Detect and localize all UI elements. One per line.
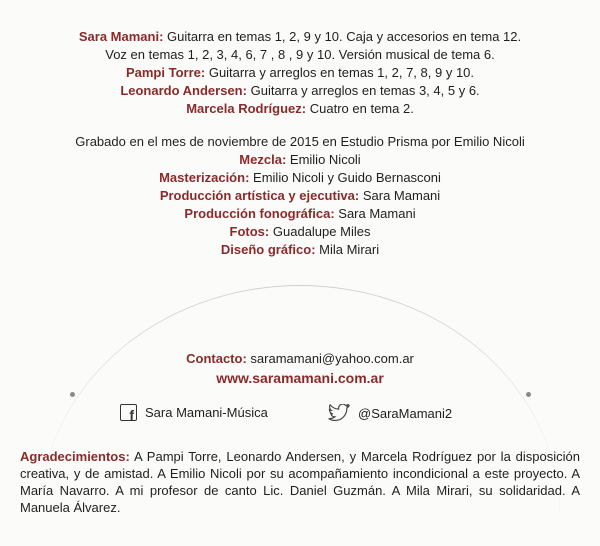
- recording-value: Mila Mirari: [319, 242, 380, 257]
- recording-label: Masterización: [159, 170, 246, 185]
- recording-item: Masterización: Emilio Nicoli y Guido Bernasconi: [159, 170, 441, 185]
- credit-role: Cuatro en tema 2.: [309, 101, 414, 116]
- recording-value: Guadalupe Miles: [272, 224, 371, 239]
- contact-email[interactable]: saramamani@yahoo.com.ar: [250, 351, 414, 366]
- recording-value: Sara Mamani: [362, 188, 441, 203]
- hole-dot: [526, 392, 531, 397]
- contact-line: [0, 350, 600, 368]
- credit-name: Pampi Torre: [125, 65, 201, 80]
- contact-label: Contacto:: [186, 351, 247, 366]
- credit-name: Marcela Rodríguez: [186, 101, 302, 116]
- recording-label: Producción artística y ejecutiva: [159, 188, 355, 203]
- credit-role: Voz en temas 1, 2, 3, 4, 6, 7 , 8 , 9 y 10. Versión musical de tema 6.: [105, 47, 495, 62]
- thanks-paragraph: [20, 448, 580, 516]
- credit-role: Guitarra en temas 1, 2, 9 y 10. Caja y accesorios en tema 12.: [167, 29, 522, 44]
- recording-value: Emilio Nicoli y Guido Bernasconi: [253, 170, 441, 185]
- website-line: [0, 369, 600, 387]
- recording-label: Mezcla: [239, 152, 282, 167]
- recording-item: Fotos: Guadalupe Miles: [229, 224, 371, 239]
- twitter-text: @SaraMamani2: [358, 405, 453, 421]
- credit-role: Guitarra y arreglos en temas 3, 4, 5 y 6.: [250, 83, 480, 98]
- twitter-icon: [328, 404, 350, 422]
- credit-line-1: Sara Mamani: Guitarra en temas 1, 2, 9 y 10. Caja y accesorios en tema 12.: [78, 29, 522, 44]
- recording-item: Mezcla: Emilio Nicoli: [239, 152, 361, 167]
- hole-dot: [70, 392, 75, 397]
- thanks-text: A Pampi Torre, Leonardo Andersen, y Marcela Rodríguez por la disposición creativa, y de amistad. A Emilio Nicoli por su acompañamiento incondicional a este proyecto. A María Navarro. A mi profesor de canto Lic. Daniel Guzmán. A Mila Mirari, su solidaridad. A Manuela Álvarez.: [20, 449, 580, 515]
- recording-line: Grabado en el mes de noviembre de 2015 en Estudio Prisma por Emilio Nicoli: [75, 134, 525, 149]
- recording-value: Sara Mamani: [338, 206, 416, 221]
- credit-name: Leonardo Andersen: [120, 83, 243, 98]
- credit-line-4: Leonardo Andersen: Guitarra y arreglos en temas 3, 4, 5 y 6.: [120, 83, 480, 98]
- recording-label: Producción fonográfica: [184, 206, 331, 221]
- website-link[interactable]: www.saramamani.com.ar: [216, 370, 384, 386]
- credit-line-3: Pampi Torre: Guitarra y arreglos en temas 1, 2, 7, 8, 9 y 10.: [125, 65, 475, 80]
- recording-item: Producción artística y ejecutiva: Sara Mamani: [159, 188, 441, 203]
- credit-name: Sara Mamani: [78, 29, 160, 44]
- twitter-link[interactable]: [328, 404, 452, 422]
- thanks-label: Agradecimientos:: [20, 449, 130, 464]
- recording-item: Producción fonográfica: Sara Mamani: [184, 206, 416, 221]
- credit-line-5: Marcela Rodríguez: Cuatro en tema 2.: [186, 101, 414, 116]
- recording-label: Diseño gráfico: [220, 242, 312, 257]
- recording-item: Diseño gráfico: Mila Mirari: [220, 242, 380, 257]
- credit-line-2: [0, 46, 600, 64]
- credit-role: Guitarra y arreglos en temas 1, 2, 7, 8, 9 y 10.: [208, 65, 475, 80]
- facebook-text: Sara Mamani-Música: [145, 405, 268, 420]
- recording-value: Emilio Nicoli: [289, 152, 361, 167]
- facebook-icon: f: [120, 404, 137, 421]
- recording-label: Fotos: [229, 224, 265, 239]
- facebook-link[interactable]: [120, 404, 268, 421]
